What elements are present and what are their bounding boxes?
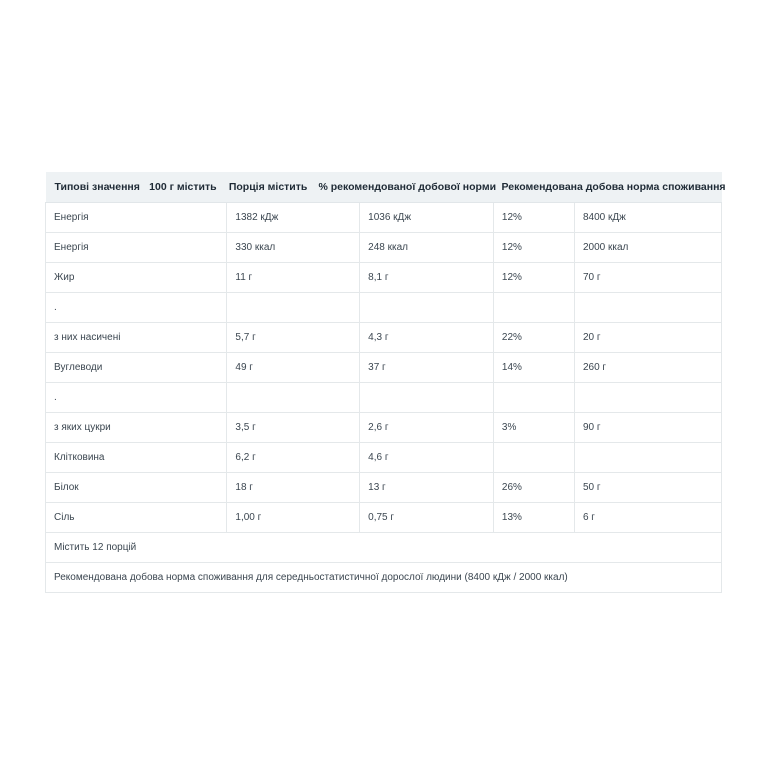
- per-serving-value: 0,75 г: [360, 503, 494, 533]
- header-percent-daily: % рекомендованої добової норми: [318, 181, 497, 193]
- per-serving-value: 13 г: [360, 473, 494, 503]
- nutrition-table: [45, 172, 726, 593]
- table-row: [46, 353, 722, 383]
- per-100g-value: [227, 383, 360, 413]
- per-100g-value: 330 ккал: [227, 233, 360, 263]
- reference-note-row: [46, 563, 722, 593]
- nutrient-name: Енергія: [46, 203, 227, 233]
- per-serving-value: 4,3 г: [360, 323, 494, 353]
- per-100g-value: 1382 кДж: [227, 203, 360, 233]
- daily-reference-value: 20 г: [574, 323, 721, 353]
- table-body: [46, 203, 722, 593]
- table-row: [46, 413, 722, 443]
- daily-reference-value: 6 г: [574, 503, 721, 533]
- nutrient-name: Білок: [46, 473, 227, 503]
- per-serving-value: 8,1 г: [360, 263, 494, 293]
- table-row: [46, 233, 722, 263]
- per-serving-value: [360, 293, 494, 323]
- percent-daily-value: 3%: [493, 413, 574, 443]
- nutrition-table-container: [45, 172, 726, 593]
- nutrient-name: Енергія: [46, 233, 227, 263]
- table-row: [46, 473, 722, 503]
- table-row: [46, 203, 722, 233]
- table-row: [46, 293, 722, 323]
- per-serving-value: 2,6 г: [360, 413, 494, 443]
- per-serving-value: 4,6 г: [360, 443, 494, 473]
- header-typical-values: Типові значення: [54, 181, 140, 193]
- per-serving-value: 248 ккал: [360, 233, 494, 263]
- percent-daily-value: [493, 383, 574, 413]
- servings-note: Містить 12 порцій: [46, 533, 722, 563]
- table-row: [46, 263, 722, 293]
- daily-reference-value: 8400 кДж: [574, 203, 721, 233]
- per-100g-value: 3,5 г: [227, 413, 360, 443]
- table-row: [46, 383, 722, 413]
- nutrient-name: Жир: [46, 263, 227, 293]
- percent-daily-value: [493, 293, 574, 323]
- per-100g-value: 5,7 г: [227, 323, 360, 353]
- percent-daily-value: 12%: [493, 233, 574, 263]
- nutrient-name: Сіль: [46, 503, 227, 533]
- header-daily-reference: Рекомендована добова норма споживання: [501, 181, 726, 193]
- percent-daily-value: 12%: [493, 203, 574, 233]
- daily-reference-value: 90 г: [574, 413, 721, 443]
- daily-reference-value: 70 г: [574, 263, 721, 293]
- header-per-100g: 100 г містить: [149, 181, 217, 193]
- nutrient-name: з них насичені: [46, 323, 227, 353]
- daily-reference-value: 50 г: [574, 473, 721, 503]
- per-100g-value: 1,00 г: [227, 503, 360, 533]
- per-serving-value: 37 г: [360, 353, 494, 383]
- percent-daily-value: 26%: [493, 473, 574, 503]
- percent-daily-value: [493, 443, 574, 473]
- daily-reference-value: 2000 ккал: [574, 233, 721, 263]
- per-100g-value: 6,2 г: [227, 443, 360, 473]
- per-100g-value: [227, 293, 360, 323]
- per-serving-value: 1036 кДж: [360, 203, 494, 233]
- percent-daily-value: 12%: [493, 263, 574, 293]
- per-100g-value: 11 г: [227, 263, 360, 293]
- per-serving-value: [360, 383, 494, 413]
- nutrient-name: .: [46, 293, 227, 323]
- nutrient-name: .: [46, 383, 227, 413]
- percent-daily-value: 14%: [493, 353, 574, 383]
- servings-note-row: [46, 533, 722, 563]
- reference-note: Рекомендована добова норма споживання для середньостатистичної дорослої людини (8400 кДж / 2000 ккал): [46, 563, 722, 593]
- table-row: [46, 443, 722, 473]
- nutrient-name: з яких цукри: [46, 413, 227, 443]
- daily-reference-value: [574, 293, 721, 323]
- table-header-row: [46, 172, 722, 203]
- per-100g-value: 49 г: [227, 353, 360, 383]
- table-row: [46, 503, 722, 533]
- daily-reference-value: 260 г: [574, 353, 721, 383]
- per-100g-value: 18 г: [227, 473, 360, 503]
- daily-reference-value: [574, 443, 721, 473]
- percent-daily-value: 13%: [493, 503, 574, 533]
- nutrient-name: Вуглеводи: [46, 353, 227, 383]
- table-row: [46, 323, 722, 353]
- daily-reference-value: [574, 383, 721, 413]
- percent-daily-value: 22%: [493, 323, 574, 353]
- header-per-serving: Порція містить: [228, 181, 308, 193]
- nutrient-name: Клітковина: [46, 443, 227, 473]
